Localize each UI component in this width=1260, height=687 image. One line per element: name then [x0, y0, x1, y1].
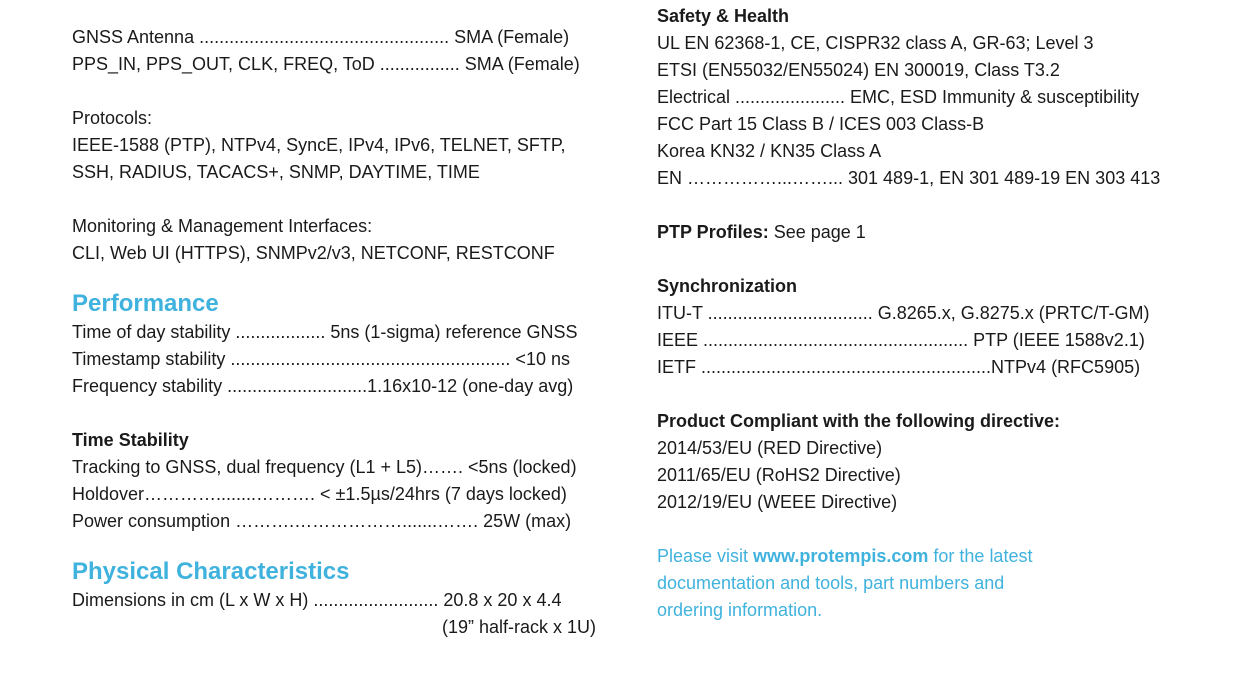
protocols-line-1: IEEE-1588 (PTP), NTPv4, SyncE, IPv4, IPv6, TELNET, SFTP, [72, 135, 566, 155]
connector-gnss-antenna: GNSS Antenna .................................................. SMA (Female) [72, 27, 570, 47]
visit-line-3: ordering information. [657, 600, 823, 620]
performance-time-of-day: Time of day stability .................. 5ns (1-sigma) reference GNSS [72, 322, 578, 342]
safety-line-1: UL EN 62368-1, CE, CISPR32 class A, GR-63; Level 3 [657, 33, 1094, 53]
compliance-rohs2: 2011/65/EU (RoHS2 Directive) [657, 465, 901, 485]
compliance-red: 2014/53/EU (RED Directive) [657, 438, 883, 458]
performance-frequency: Frequency stability ............................1.16x10-12 (one-day avg) [72, 376, 574, 396]
ptp-profiles [657, 219, 1163, 246]
safety-line-4: FCC Part 15 Class B / ICES 003 Class-B [657, 114, 985, 134]
time-stability-tracking: Tracking to GNSS, dual frequency (L1 + L5)……. <5ns (locked) [72, 457, 577, 477]
sync-ietf: IETF ..........................................................NTPv4 (RFC5905) [657, 357, 1141, 377]
visit-line-1 [657, 543, 1163, 570]
compliance-heading: Product Compliant with the following directive: [657, 411, 1061, 431]
sync-itu-t: ITU-T ................................. G.8265.x, G.8275.x (PRTC/T-GM) [657, 303, 1150, 323]
website-link[interactable]: www.protempis.com [753, 546, 929, 566]
physical-dimensions-note: (19” half-rack x 1U) [441, 617, 596, 637]
protocols-label: Protocols: [72, 108, 153, 128]
connector-pps-clk: PPS_IN, PPS_OUT, CLK, FREQ, ToD ................ SMA (Female) [72, 54, 580, 74]
left-column [72, 24, 596, 641]
performance-timestamp: Timestamp stability ........................................................ <10 ns [72, 349, 570, 369]
physical-dimensions: Dimensions in cm (L x W x H) ......................... 20.8 x 20 x 4.4 [72, 590, 562, 610]
ptp-profiles-label: PTP Profiles: [657, 222, 769, 242]
safety-line-2: ETSI (EN55032/EN55024) EN 300019, Class T3.2 [657, 60, 1060, 80]
time-stability-heading: Time Stability [72, 430, 189, 450]
monitoring-label: Monitoring & Management Interfaces: [72, 216, 373, 236]
safety-line-5: Korea KN32 / KN35 Class A [657, 141, 882, 161]
compliance-weee: 2012/19/EU (WEEE Directive) [657, 492, 898, 512]
visit-prefix: Please visit [657, 546, 754, 566]
protocols-line-2: SSH, RADIUS, TACACS+, SNMP, DAYTIME, TIME [72, 162, 480, 182]
time-stability-holdover: Holdover…………........………. < ±1.5µs/24hrs (7 days locked) [72, 484, 567, 504]
performance-heading: Performance [72, 290, 219, 317]
monitoring-line: CLI, Web UI (HTTPS), SNMPv2/v3, NETCONF, RESTCONF [72, 243, 555, 263]
sync-heading: Synchronization [657, 276, 798, 296]
time-stability-power: Power consumption ……….……………….......……. 25W (max) [72, 511, 572, 531]
visit-line-2: documentation and tools, part numbers and [657, 573, 1005, 593]
right-column [657, 3, 1163, 624]
safety-heading: Safety & Health [657, 6, 790, 26]
ptp-profiles-value: See page 1 [768, 222, 866, 242]
safety-line-3: Electrical ...................... EMC, ESD Immunity & susceptibility [657, 87, 1140, 107]
visit-suffix: for the latest [928, 546, 1033, 566]
physical-heading: Physical Characteristics [72, 558, 350, 585]
sync-ieee: IEEE ..................................................... PTP (IEEE 1588v2.1) [657, 330, 1145, 350]
safety-line-6: EN ……………...……... 301 489-1, EN 301 489-19 EN 303 413 [657, 168, 1161, 188]
